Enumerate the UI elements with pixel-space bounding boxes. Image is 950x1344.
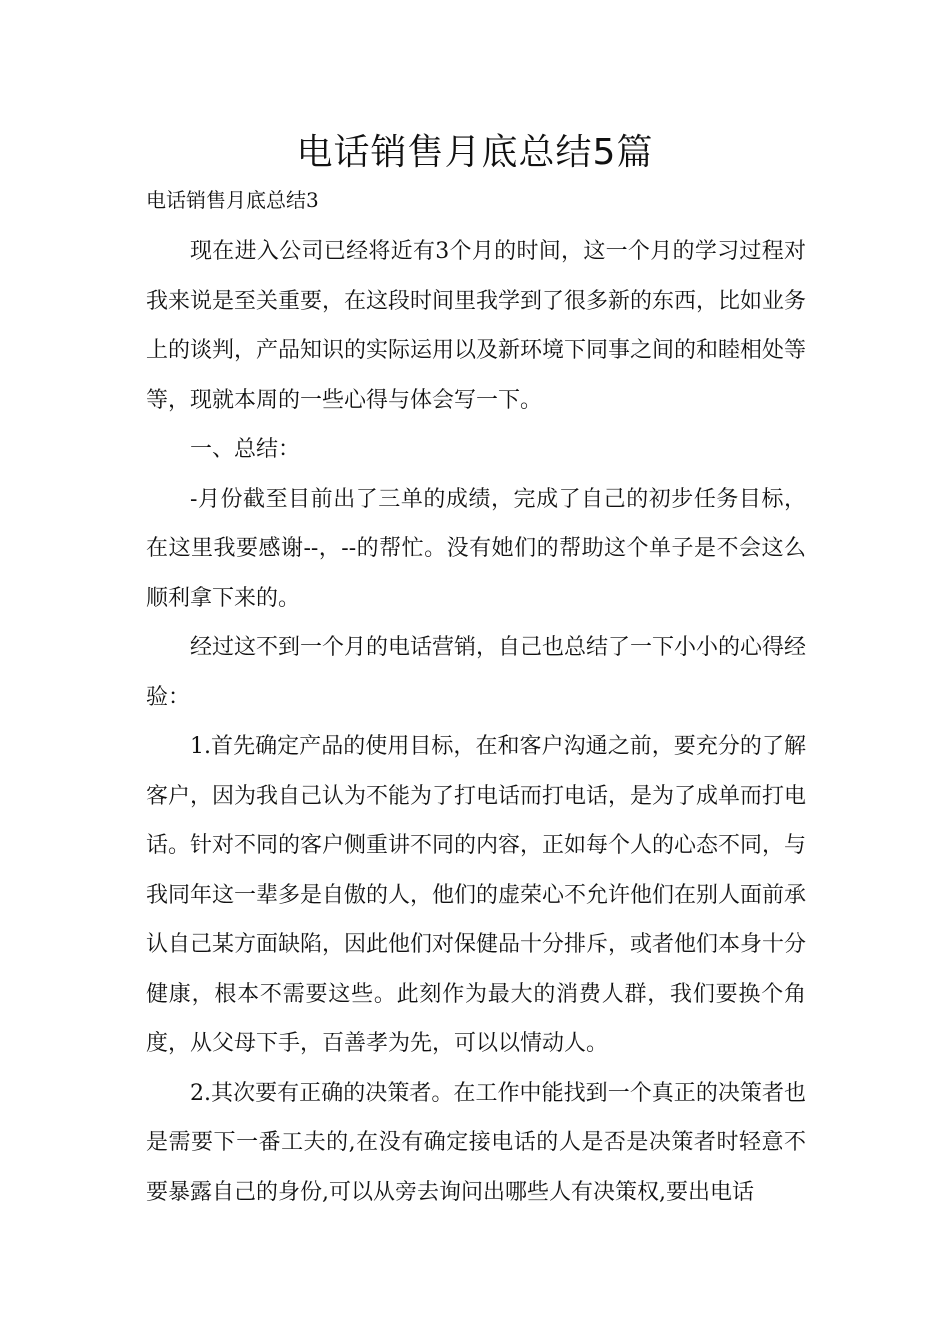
paragraph-section-heading: 一、总结： xyxy=(190,437,301,462)
document-body xyxy=(146,227,806,1217)
paragraph-point-2: 2.其次要有正确的决策者。在工作中能找到一个真正的决策者也是需要下一番工夫的,在没有确定接电话的人是否是决策者时轻意不要暴露自己的身份,可以从旁去询问出哪些人有决策权,要出电话 xyxy=(146,1080,806,1205)
paragraph-experience-intro: 经过这不到一个月的电话营销，自己也总结了一下小小的心得经验： xyxy=(146,635,807,710)
paragraph-point-1: 1.首先确定产品的使用目标，在和客户沟通之前，要充分的了解客户，因为我自己认为不能为了打电话而打电话，是为了成单而打电话。针对不同的客户侧重讲不同的内容，正如每个人的心态不同，与我同年这一辈多是自傲的人，他们的虚荣心不允许他们在别人面前承认自己某方面缺陷，因此他们对保健品十分排斥，或者他们本身十分健康，根本不需要这些。此刻作为最大的消费人群，我们要换个角度，从父母下手，百善孝为先，可以以情动人。 xyxy=(146,734,807,1056)
document-title: 电话销售月底总结5篇 xyxy=(296,132,654,173)
paragraph-results: -月份截至目前出了三单的成绩，完成了自己的初步任务目标，在这里我要感谢--，--的帮忙。没有她们的帮助这个单子是不会这么顺利拿下来的。 xyxy=(146,486,806,611)
paragraph-intro: 现在进入公司已经将近有3个月的时间，这一个月的学习过程对我来说是至关重要，在这段时间里我学到了很多新的东西，比如业务上的谈判，产品知识的实际运用以及新环境下同事之间的和睦相处等等，现就本周的一些心得与体会写一下。 xyxy=(146,239,807,413)
document-subtitle: 电话销售月底总结3 xyxy=(146,188,319,212)
